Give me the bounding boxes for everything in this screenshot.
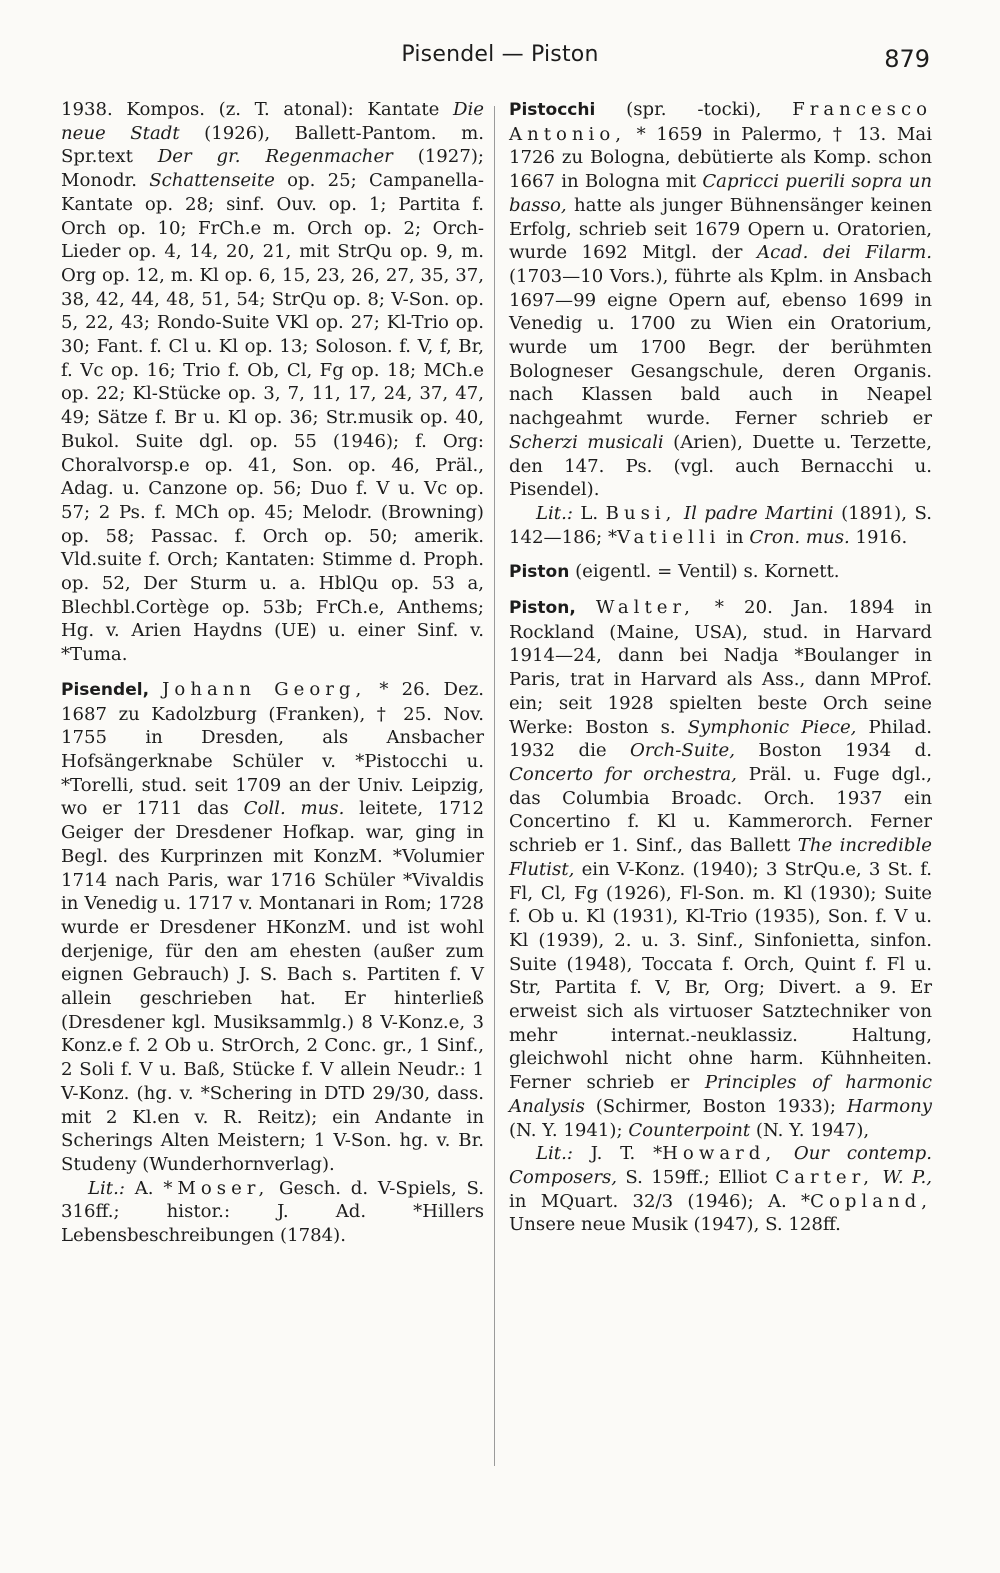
entry-piston-ventil: Piston (eigentl. = Ventil) s. Kornett. [509, 561, 840, 583]
entry-pisendel: Pisendel, Johann Georg, * 26. Dez. 1687 zu Kadolzburg (Franken), † 25. Nov. 1755 in Dresden, als Ansbacher Hofsängerknabe Schüler v. *Pistocchi u. *Torelli, stud. seit 1709 an der Univ. Leipzig, wo er 1711 das Coll. mus. leitete, 1712 Geiger der Dresdener Hofkap. war, ging in Begl. des Kurprinzen mit KonzM. *Volumier 1714 nach Paris, war 1716 Schüler *Vivaldis in Venedig u. 1717 v. Montanari in Rom; 1728 wurde er Dresdener HKonzM. und ist wohl derjenige, für den am ehesten (außer zum eignen Gebrauch) J. S. Bach s. Partiten f. V allein geschrieben hat. Er hinterließ (Dresdener kgl. Musiksammlg.) 8 V-Konz.e, 3 Konz.e f. 2 Ob u. StrOrch, 2 Conc. gr., 1 Sinf., 2 Soli f. V u. Baß, Stücke f. V allein Neudr.: 1 V-Konz. (hg. v. *Schering in DTD 29/30, dass. mit 2 Kl.en v. R. Reitz); ein Andante in Scherings Alten Meistern; 1 V-Son. hg. v. Br. Studeny (Wunderhornverlag). [61, 678, 484, 1175]
headword-piston-walter: Piston, [509, 598, 576, 619]
continuation-entry: 1938. Kompos. (z. T. atonal): Kantate Die neue Stadt (1926), Ballett-Pantom. m. Spr.text Der gr. Regenmacher (1927); Monodr. Schattenseite op. 25; Campanella-Kantate op. 28; sinf. Ouv. op. 1; Partita f. Orch op. 10; FrCh.e m. Orch op. 2; Orch-Lieder op. 4, 14, 20, 21, mit StrQu op. 9, m. Org op. 12, m. Kl op. 6, 15, 23, 26, 27, 35, 37, 38, 42, 44, 48, 51, 54; StrQu op. 8; V-Son. op. 5, 22, 43; Rondo-Suite VKl op. 27; Kl-Trio op. 30; Fant. f. Cl u. Kl op. 13; Soloson. f. V, f, Br, f. Vc op. 16; Trio f. Ob, Cl, Fg op. 18; MCh.e op. 22; Kl-Stücke op. 3, 7, 11, 17, 24, 37, 47, 49; Sätze f. Br u. Kl op. 36; Str.musik op. 40, Bukol. Suite dgl. op. 55 (1946); f. Org: Choralvorsp.e op. 41, Son. op. 46, Präl., Adag. u. Canzone op. 56; Duo f. V u. Vc op. 57; 2 Ps. f. MCh op. 45; Melodr. (Browning) op. 58; Passac. f. Orch op. 50; amerik. Vld.suite f. Orch; Kantaten: Stimme d. Proph. op. 52, Der Sturm u. a. HblQu op. 53 a, Blechbl.Cortège op. 53b; FrCh.e, Anthems; Hg. v. Arien Haydns (UE) u. einer Sinf. v. *Tuma. [61, 99, 484, 666]
page-number: 879 [884, 45, 930, 73]
literature-pisendel: Lit.: A. *Moser, Gesch. d. V-Spiels, S. 316ff.; histor.: J. Ad. *Hillers Lebensbeschreibungen (1784). [61, 1177, 484, 1247]
left-column [61, 98, 484, 1248]
spaced-name: Johann Georg, [162, 678, 367, 700]
headword-pisendel: Pisendel, [61, 679, 150, 700]
running-head: Pisendel — Piston [401, 42, 599, 67]
literature-piston: Lit.: J. T. *Howard, Our contemp. Composers, S. 159ff.; Elliot Carter, W. P., in MQuart. 32/3 (1946); A. *Copland, Unsere neue Musik (1947), S. 128ff. [509, 1143, 932, 1236]
headword-piston: Piston [509, 562, 570, 583]
headword-pistocchi: Pistocchi [509, 100, 596, 120]
column-divider [494, 106, 495, 1466]
literature-pistocchi: Lit.: L. Busi, Il padre Martini (1891), S. 142—186; *Vatielli in Cron. mus. 1916. [509, 502, 932, 548]
entry-walter-piston: Piston, Walter, * 20. Jan. 1894 in Rockland (Maine, USA), stud. in Harvard 1914—24, dann bei Nadja *Boulanger in Paris, trat in Harvard als Ass., dann MProf. ein; seit 1928 spielten beste Orch seine Werke: Boston s. Symphonic Piece, Philad. 1932 die Orch-Suite, Boston 1934 d. Concerto for orchestra, Präl. u. Fuge dgl., das Columbia Broadc. Orch. 1937 ein Concertino f. Kl u. Kammerorch. Ferner schrieb er 1. Sinf., das Ballett The incredible Flutist, ein V-Konz. (1940); 3 StrQu.e, 3 St. f. Fl, Cl, Fg (1926), Fl-Son. m. Kl (1930); Suite f. Ob u. Kl (1931), Kl-Trio (1935), Son. f. V u. Kl (1939), 2. u. 3. Sinf., Sinfonietta, sinfon. Suite (1948), Toccata f. Orch, Quint f. Fl u. Str, Partita f. V, Br, Org; Divert. a 9. Er erweist sich als virtuoser Satztechniker von mehr internat.-neuklassiz. Haltung, gleichwohl nicht ohne harm. Kühnheiten. Ferner schrieb er Principles of harmonic Analysis (Schirmer, Boston 1933); Harmony (N. Y. 1941); Counterpoint (N. Y. 1947), [509, 597, 932, 1141]
entry-pistocchi: Pistocchi (spr. -tocki), Francesco Antonio, * 1659 in Palermo, † 13. Mai 1726 zu Bologna, debütierte als Komp. schon 1667 in Bologna mit Capricci puerili sopra un basso, hatte als junger Bühnensänger keinen Erfolg, schrieb seit 1679 Opern u. Oratorien, wurde 1692 Mitgl. der Acad. dei Filarm. (1703—10 Vors.), führte als Kplm. in Ansbach 1697—99 eigne Opern auf, ebenso 1699 in Venedig u. 1700 zu Wien ein Oratorium, wurde um 1700 Begr. der berühmten Bolognеser Gesangschule, deren Organis. nach Klassen bald auch in Neapel nachgeahmt wurde. Ferner schrieb er Scherzi musicali (Arien), Duette u. Terzette, den 147. Ps. (vgl. auch Bernacchi u. Pisendel). [509, 99, 933, 501]
right-column [509, 98, 932, 1237]
